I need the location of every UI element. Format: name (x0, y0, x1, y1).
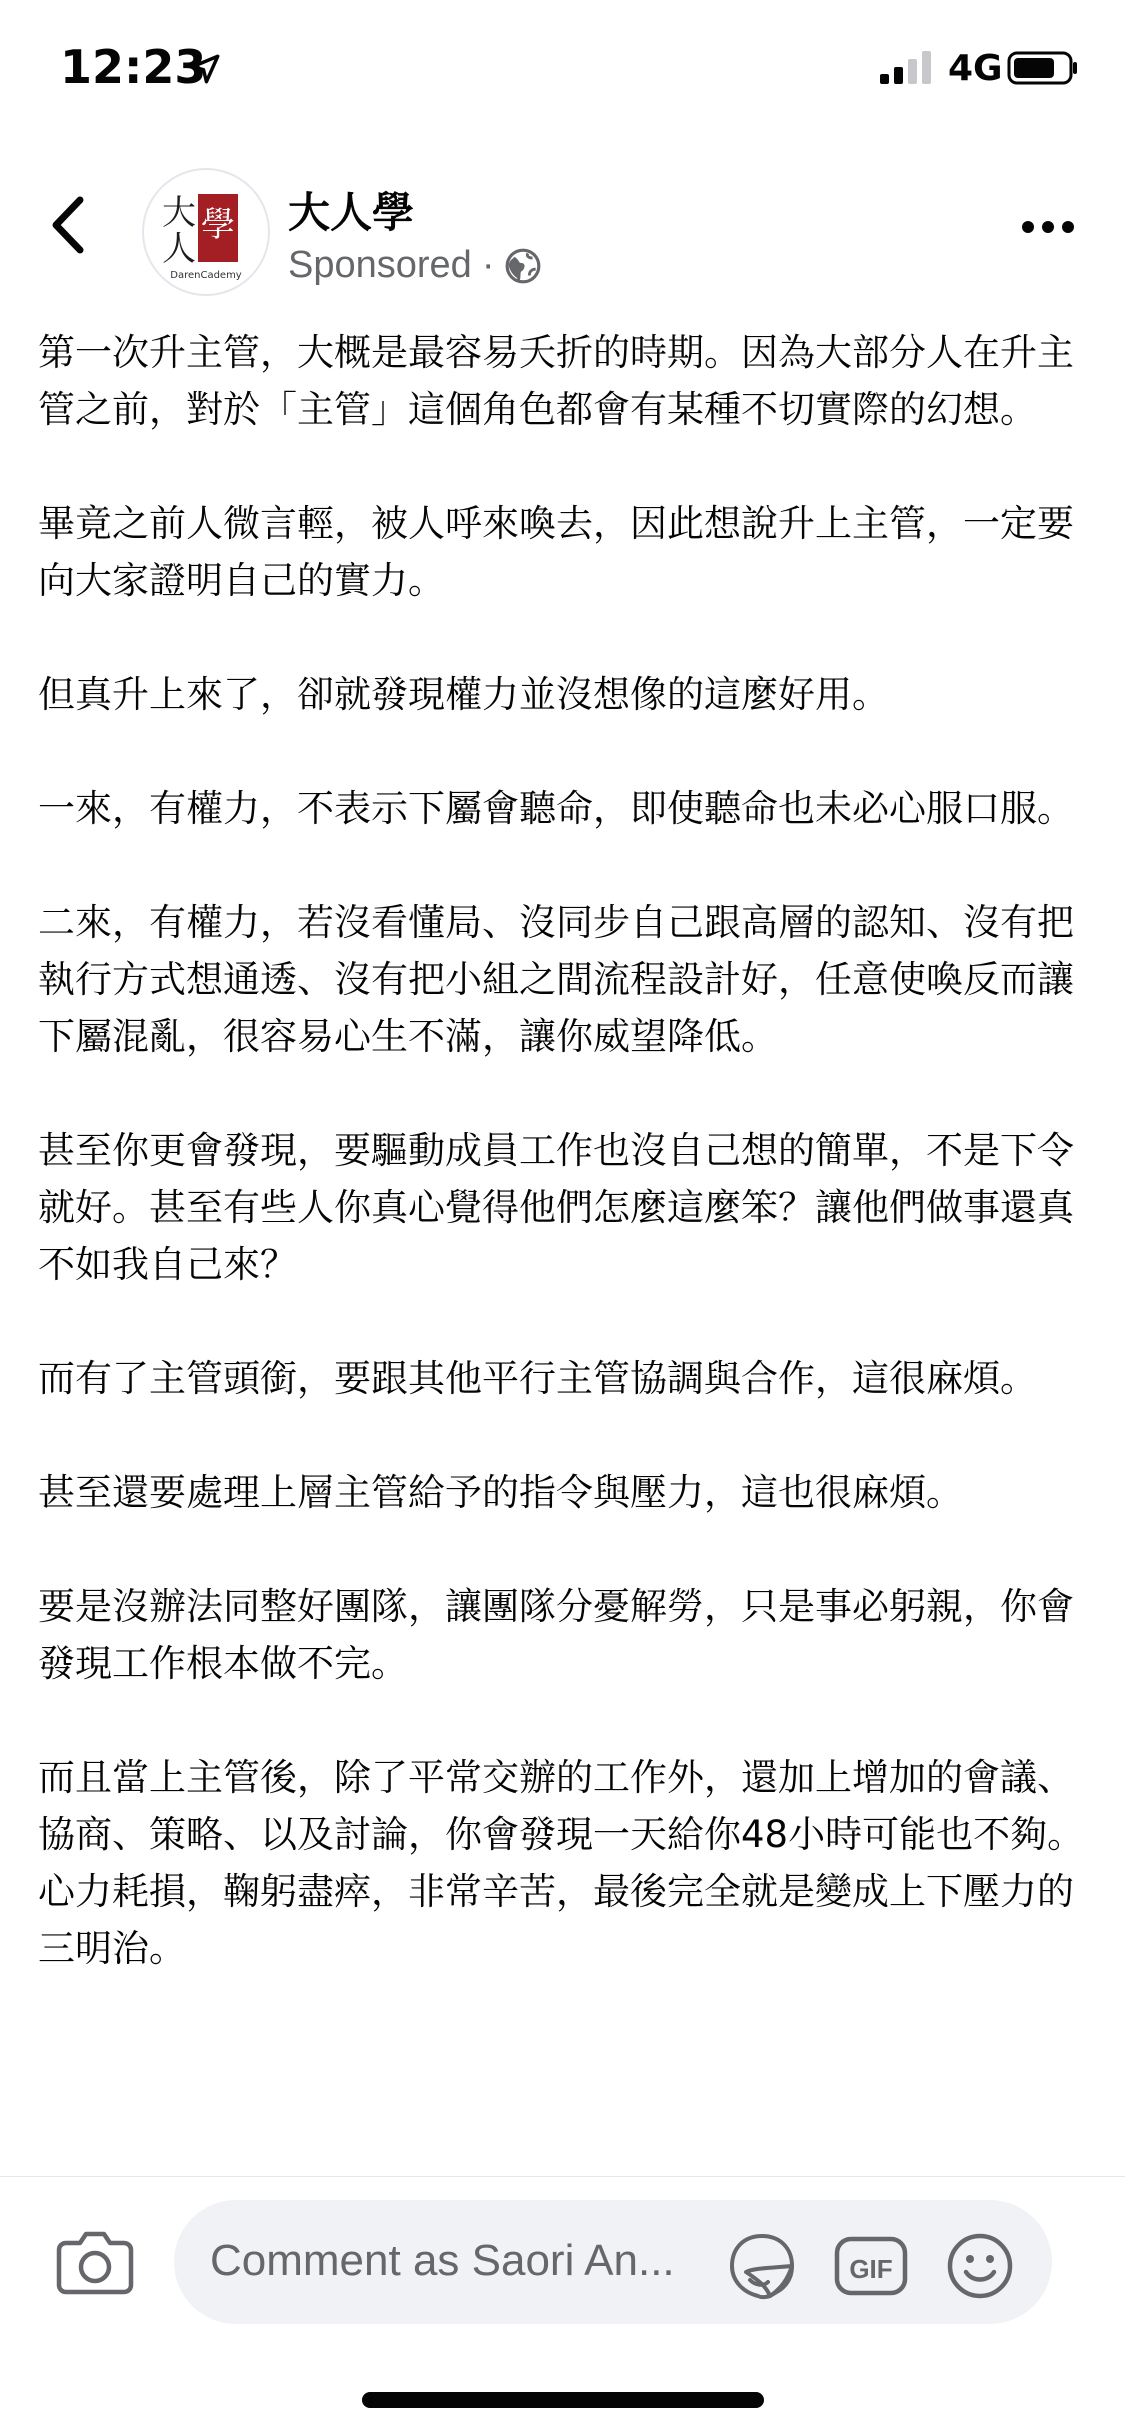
home-indicator[interactable] (362, 2392, 764, 2408)
emoji-icon[interactable] (946, 2232, 1014, 2300)
status-time: 12:23 (60, 40, 207, 94)
comment-placeholder: Comment as Saori An... (210, 2236, 675, 2285)
svg-text:人: 人 (162, 229, 196, 269)
meta-separator: · (481, 244, 495, 286)
back-chevron-icon[interactable] (44, 190, 94, 260)
post-paragraph: 甚至你更會發現，要驅動成員工作也沒自己想的簡單，不是下令就好。甚至有些人你真心覺得他們怎麼這麼笨？讓他們做事還真不如我自己來？ (38, 1129, 1074, 1286)
post-paragraph: 畢竟之前人微言輕，被人呼來喚去，因此想說升上主管，一定要向大家證明自己的實力。 (38, 502, 1074, 602)
gif-icon[interactable] (834, 2236, 908, 2296)
svg-text:大: 大 (162, 193, 196, 233)
sticker-icon[interactable] (726, 2230, 798, 2302)
network-label: 4G (948, 48, 1003, 89)
signal-icon (878, 50, 936, 86)
post-paragraph: 但真升上來了，卻就發現權力並沒想像的這麼好用。 (38, 673, 889, 716)
page-name[interactable]: 大人學 (288, 188, 415, 237)
post-paragraph: 第一次升主管，大概是最容易夭折的時期。因為大部分人在升主管之前，對於「主管」這個角色都會有某種不切實際的幻想。 (38, 331, 1074, 431)
location-arrow-icon (188, 52, 222, 86)
gif-label: GIF (849, 2254, 893, 2284)
comment-input[interactable] (174, 2200, 1052, 2324)
post-paragraph: 甚至還要處理上層主管給予的指令與壓力，這也很麻煩。 (38, 1471, 963, 1514)
post-paragraph: 要是沒辦法同整好團隊，讓團隊分憂解勞，只是事必躬親，你會發現工作根本做不完。 (38, 1585, 1074, 1685)
sponsored-label: Sponsored (288, 244, 472, 286)
post-paragraph: 而且當上主管後，除了平常交辦的工作外，還加上增加的會議、協商、策略、以及討論，你會發現一天給你48小時可能也不夠。心力耗損，鞠躬盡瘁，非常辛苦，最後完全就是變成上下壓力的三明治。 (38, 1756, 1085, 1970)
svg-text:DarenCademy: DarenCademy (170, 270, 242, 281)
svg-text:學: 學 (201, 205, 235, 245)
page-avatar[interactable] (142, 168, 270, 296)
status-bar (0, 0, 1125, 140)
post-paragraph: 而有了主管頭銜，要跟其他平行主管協調與合作，這很麻煩。 (38, 1357, 1037, 1400)
more-options-icon[interactable] (1020, 212, 1076, 242)
post-paragraph: 一來，有權力，不表示下屬會聽命，即使聽命也未必心服口服。 (38, 787, 1074, 830)
globe-icon (504, 247, 542, 285)
post-text (38, 324, 1094, 2176)
post-paragraph: 二來，有權力，若沒看懂局、沒同步自己跟高層的認知、沒有把執行方式想通透、沒有把小組之間流程設計好，任意使喚反而讓下屬混亂，很容易心生不滿，讓你威望降低。 (38, 901, 1074, 1058)
camera-icon[interactable] (56, 2229, 134, 2295)
post-meta (288, 244, 542, 287)
daren-academy-logo (144, 170, 268, 294)
battery-icon (1007, 50, 1079, 86)
